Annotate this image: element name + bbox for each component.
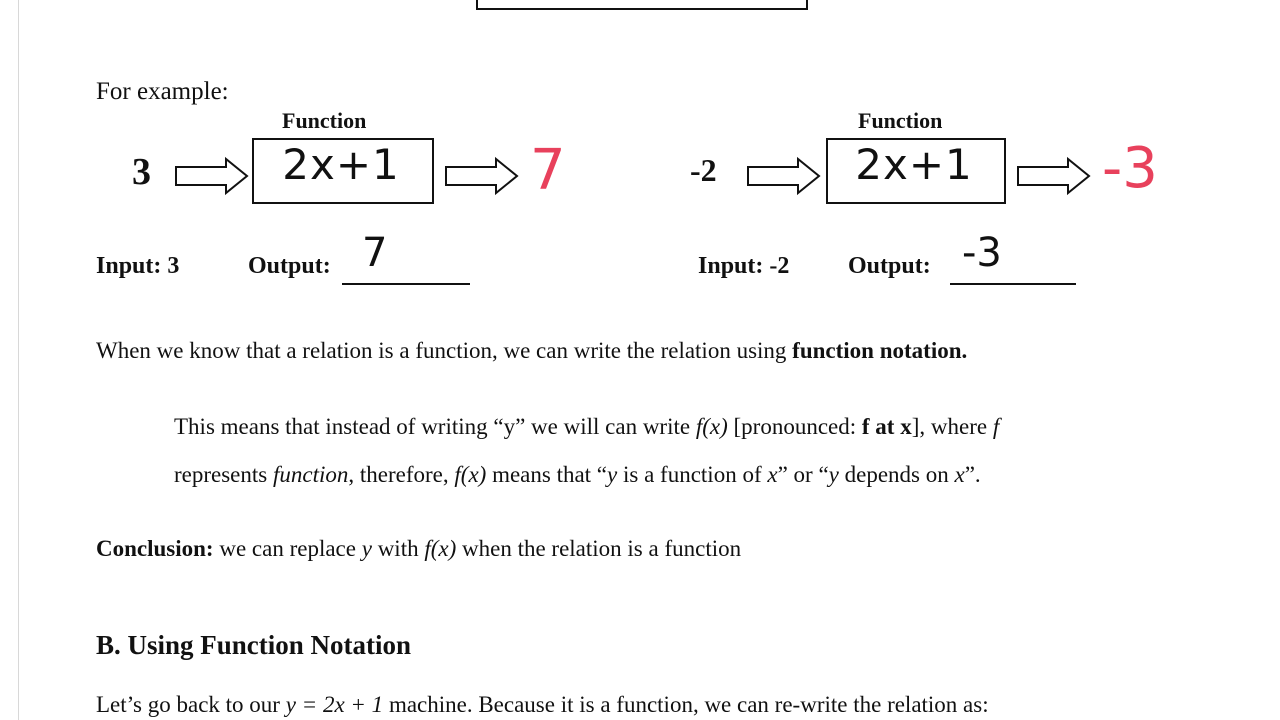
top-function-machine-diagram bbox=[96, 0, 1176, 66]
conclusion-fx: f(x) bbox=[424, 536, 457, 561]
p2-l1-bold: f at x bbox=[861, 414, 912, 439]
machine-expression-2: 2x+1 bbox=[855, 140, 973, 189]
conclusion-label: Conclusion: bbox=[96, 536, 214, 561]
p2-l2-f: depends on bbox=[838, 462, 955, 487]
last-line-a: Let’s go back to our bbox=[96, 692, 286, 717]
input-value-2: -2 bbox=[690, 152, 717, 188]
section-b-heading: B. Using Function Notation bbox=[96, 630, 412, 660]
example-machine-2 bbox=[690, 108, 1230, 288]
p2-l2-c: means that “ bbox=[486, 462, 608, 487]
p2-l1-fx: f(x) bbox=[695, 414, 728, 439]
conclusion-text-a: we can replace bbox=[213, 536, 362, 561]
function-label-2: Function bbox=[858, 108, 943, 133]
example1-arrow-right bbox=[444, 156, 520, 196]
p2-l2-a: represents bbox=[174, 462, 273, 487]
output-value-1: 7 bbox=[530, 138, 566, 203]
p2-l2-x2: x bbox=[954, 462, 965, 487]
for-example-label: For example: bbox=[96, 78, 229, 105]
example2-arrow-right bbox=[1016, 156, 1092, 196]
paragraph-1-bold: function notation. bbox=[792, 338, 968, 363]
paragraph-meaning-line-1 bbox=[174, 412, 1204, 442]
p2-l2-y2: y bbox=[828, 462, 839, 487]
conclusion-line bbox=[96, 534, 1156, 564]
paragraph-meaning-line-2 bbox=[174, 460, 1204, 490]
output-value-2: -3 bbox=[1102, 136, 1158, 201]
p2-l1-f: f bbox=[992, 414, 1000, 439]
function-label-1: Function bbox=[282, 108, 367, 133]
p2-l1-b: [pronounced: bbox=[727, 414, 862, 439]
p2-l2-e: ” or “ bbox=[777, 462, 829, 487]
section-b-first-line bbox=[96, 692, 989, 718]
output-line-2: Output: bbox=[848, 253, 931, 279]
conclusion-y: y bbox=[361, 536, 372, 561]
p2-l2-g: ”. bbox=[964, 462, 981, 487]
output-answer-2: -3 bbox=[962, 230, 1002, 276]
top-machine-box bbox=[476, 0, 808, 10]
p2-l2-b: , therefore, bbox=[348, 462, 455, 487]
conclusion-text-b: with bbox=[371, 536, 425, 561]
input-line-1: Input: 3 bbox=[96, 253, 180, 279]
p2-l2-y1: y bbox=[607, 462, 618, 487]
output-answer-1: 7 bbox=[362, 230, 388, 276]
example2-arrow-left bbox=[746, 156, 822, 196]
paragraph-function-notation bbox=[96, 336, 1196, 366]
p2-l1-a: This means that instead of writing “y” we will can write bbox=[174, 414, 696, 439]
input-line-2: Input: -2 bbox=[698, 253, 790, 279]
p2-l2-x1: x bbox=[767, 462, 778, 487]
p2-l2-d: is a function of bbox=[617, 462, 768, 487]
example-machine-1 bbox=[96, 108, 616, 288]
p2-l2-fx: f(x) bbox=[454, 462, 487, 487]
last-line-b: machine. Because it is a function, we can re-write the relation as: bbox=[383, 692, 989, 717]
input-value-1: 3 bbox=[132, 151, 151, 193]
paragraph-1-text: When we know that a relation is a function, we can write the relation using bbox=[96, 338, 793, 363]
output-blank-2 bbox=[950, 282, 1076, 285]
output-line-1: Output: bbox=[248, 253, 331, 279]
last-line-equation: y = 2x + 1 bbox=[285, 692, 384, 717]
conclusion-text-c: when the relation is a function bbox=[456, 536, 742, 561]
p2-l2-ital: function bbox=[273, 462, 349, 487]
machine-expression-1: 2x+1 bbox=[282, 140, 400, 189]
p2-l1-c: ], where bbox=[911, 414, 993, 439]
example1-arrow-left bbox=[174, 156, 250, 196]
output-blank-1 bbox=[342, 282, 470, 285]
